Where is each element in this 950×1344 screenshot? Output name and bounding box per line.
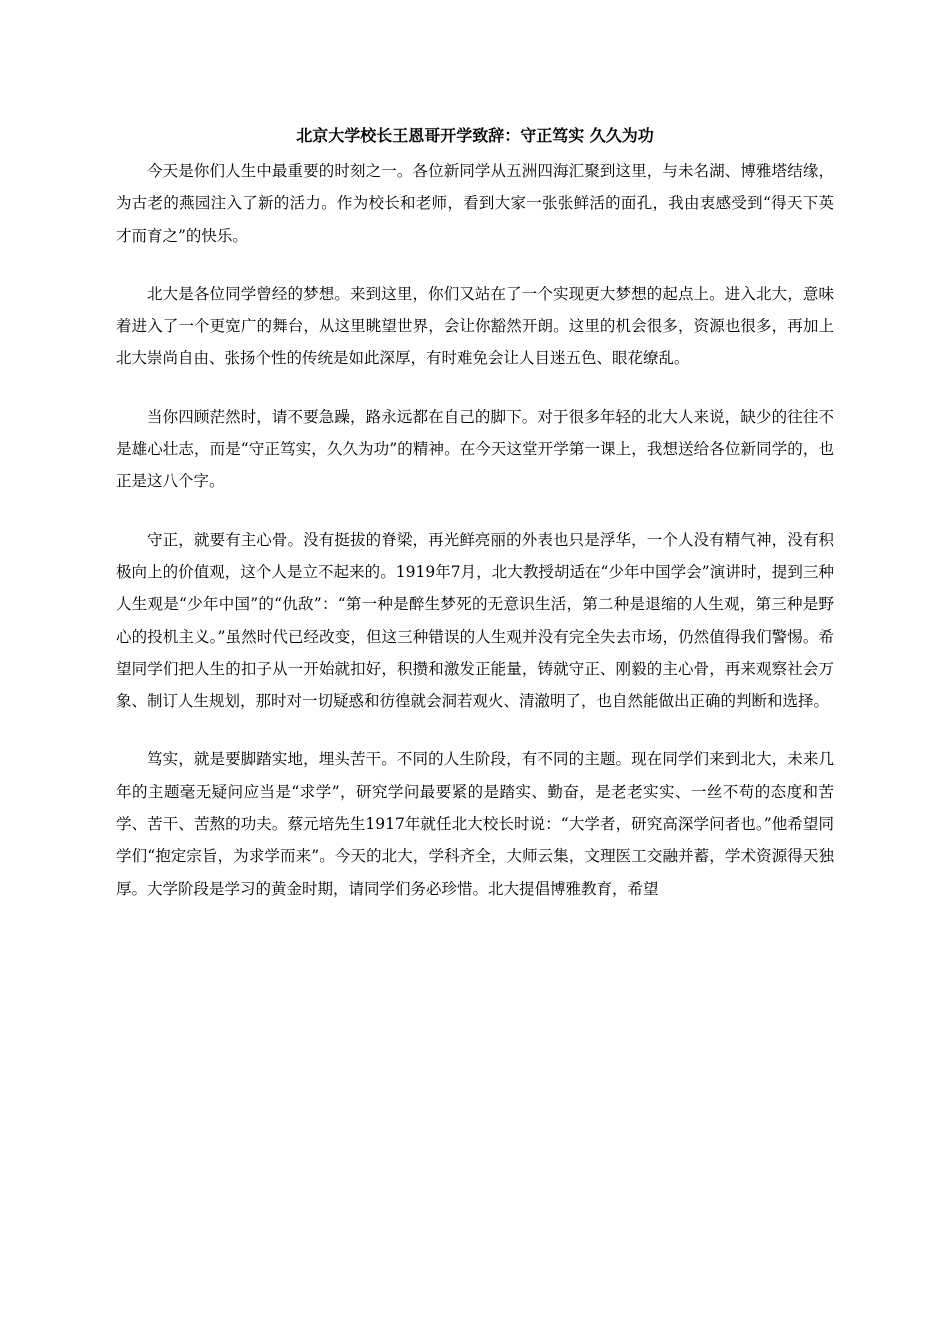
document-title: 北京大学校长王恩哥开学致辞：守正笃实 久久为功 bbox=[296, 126, 654, 145]
paragraph-3: 当你四顾茫然时，请不要急躁，路永远都在自己的脚下。对于很多年轻的北大人来说，缺少的往往不是雄心壮志，而是“守正笃实，久久为功”的精神。在今天这堂开学第一课上，我想送给各位新同学的，也正是这八个字。 bbox=[116, 407, 834, 491]
paragraph-1: 今天是你们人生中最重要的时刻之一。各位新同学从五洲四海汇聚到这里，与未名湖、博雅塔结缘，为古老的燕园注入了新的活力。作为校长和老师，看到大家一张张鲜活的面孔，我由衷感受到“得天下英才而育之”的快乐。 bbox=[116, 162, 834, 245]
paragraph-5: 笃实，就是要脚踏实地，埋头苦干。不同的人生阶段，有不同的主题。现在同学们来到北大，未来几年的主题毫无疑问应当是“求学”，研究学问最要紧的是踏实、勤奋，是老老实实、一丝不苟的态度和苦学、苦干、苦熬的功夫。蔡元培先生1917年就任北大校长时说：“大学者，研究高深学问者也。”他希望同学们“抱定宗旨，为求学而来”。今天的北大，学科齐全，大师云集，文理医工交融并蓄，学术资源得天独厚。大学阶段是学习的黄金时期，请同学们务必珍惜。北大提倡博雅教育，希望 bbox=[116, 750, 834, 898]
document-body bbox=[116, 155, 834, 931]
paragraph-4: 守正，就要有主心骨。没有挺拔的脊梁，再光鲜亮丽的外表也只是浮华，一个人没有精气神，没有积极向上的价值观，这个人是立不起来的。1919年7月，北大教授胡适在“少年中国学会”演讲时，提到三种人生观是“少年中国”的“仇敌”：“第一种是醉生梦死的无意识生活，第二种是退缩的人生观，第三种是野心的投机主义。”虽然时代已经改变，但这三种错误的人生观并没有完全失去市场，仍然值得我们警惕。希望同学们把人生的扣子从一开始就扣好，积攒和激发正能量，铸就守正、刚毅的主心骨，再来观察社会万象、制订人生规划，那时对一切疑惑和彷徨就会洞若观火、清澈明了，也自然能做出正确的判断和选择。 bbox=[116, 530, 834, 711]
paragraph-2: 北大是各位同学曾经的梦想。来到这里，你们又站在了一个实现更大梦想的起点上。进入北大，意味着进入了一个更宽广的舞台，从这里眺望世界，会让你豁然开朗。这里的机会很多，资源也很多，再加上北大崇尚自由、张扬个性的传统是如此深厚，有时难免会让人目迷五色、眼花缭乱。 bbox=[116, 284, 834, 368]
